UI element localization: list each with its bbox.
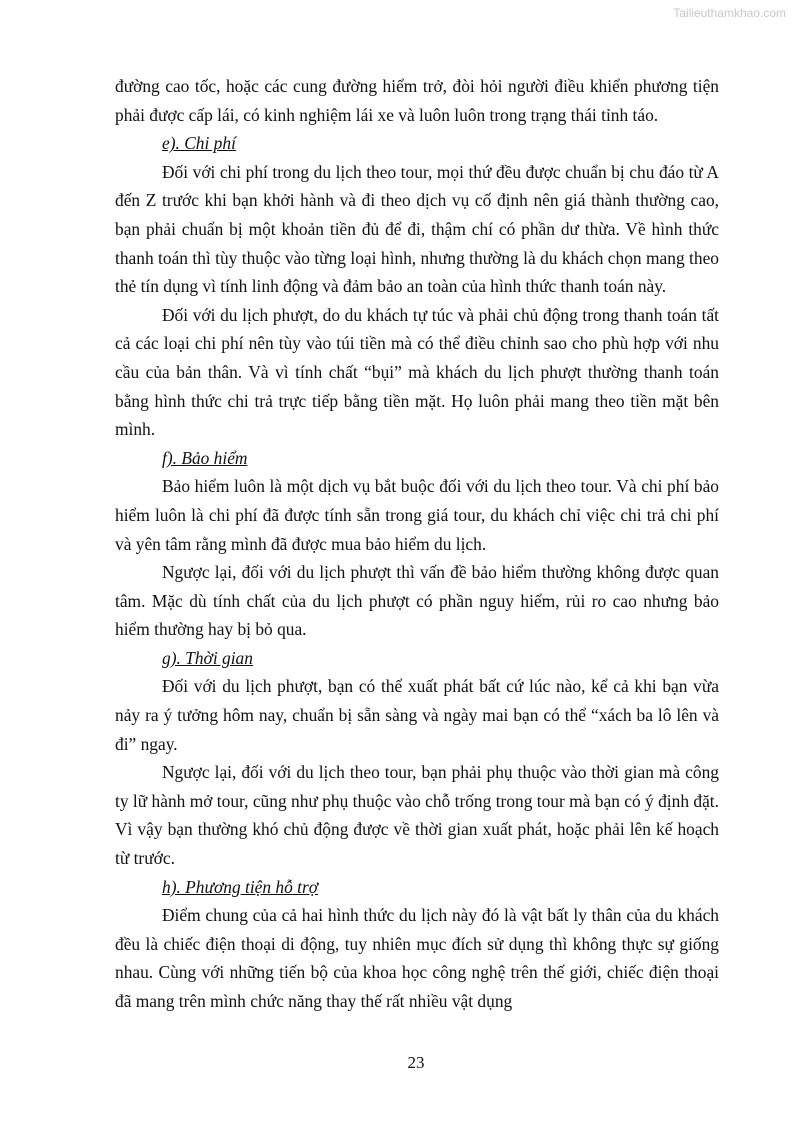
paragraph: Đối với chi phí trong du lịch theo tour, mọi thứ đều được chuẩn bị chu đáo từ A đến Z trước khi bạn khởi hành và đi theo dịch vụ cố định nên giá thành thường cao, bạn phải chuẩn bị một khoản tiền đủ để đi, thậm chí có phần dư thừa. Về hình thức thanh toán thì tùy thuộc vào từng loại hình, nhưng thường là du khách chọn mang theo thẻ tín dụng vì tính linh động và đảm bảo an toàn của hình thức thanh toán này. — [115, 161, 719, 297]
paragraph: Đối với du lịch phượt, do du khách tự túc và phải chủ động trong thanh toán tất cả các loại chi phí nên tùy vào túi tiền mà có thể điều chỉnh sao cho phù hợp với nhu cầu của bản thân. Và vì tính chất “bụi” mà khách du lịch phượt thường thanh toán bằng hình thức chi trả trực tiếp bằng tiền mặt. Họ luôn phải mang theo tiền mặt bên mình. — [115, 304, 719, 440]
paragraph: Ngược lại, đối với du lịch theo tour, bạn phải phụ thuộc vào thời gian mà công ty lữ hành mở tour, cũng như phụ thuộc vào chỗ trống trong tour mà bạn có ý định đặt. Vì vậy bạn thường khó chủ động được về thời gian xuất phát, hoặc phải lên kế hoạch từ trước. — [115, 762, 719, 869]
paragraph: Ngược lại, đối với du lịch phượt thì vấn đề bảo hiểm thường không được quan tâm. Mặc dù tính chất của du lịch phượt có phần nguy hiểm, rủi ro cao nhưng bảo hiểm thường hay bị bỏ qua. — [115, 562, 719, 640]
paragraph: đường cao tốc, hoặc các cung đường hiểm trở, đòi hỏi người điều khiển phương tiện phải được cấp lái, có kinh nghiệm lái xe và luôn luôn trong trạng thái tỉnh táo. — [115, 76, 719, 125]
page-number: 23 — [407, 1053, 425, 1072]
section-heading-chi-phi: e). Chi phí — [162, 133, 236, 154]
paragraph: Điểm chung của cả hai hình thức du lịch này đó là vật bất ly thân của du khách đều là chiếc điện thoại di động, tuy nhiên mục đích sử dụng thì không thực sự giống nhau. Cùng với những tiến bộ của khoa học công nghệ trên thế giới, chiếc điện thoại đã mang trên mình chức năng thay thế rất nhiều vật dụng — [115, 905, 719, 1011]
paragraph: Bảo hiểm luôn là một dịch vụ bắt buộc đối với du lịch theo tour. Và chi phí bảo hiểm luôn là chi phí đã được tính sẵn trong giá tour, du khách chỉ việc chi trả chi phí và yên tâm rằng mình đã được mua bảo hiểm du lịch. — [115, 476, 719, 554]
document-body — [115, 72, 719, 1016]
section-heading-phuong-tien-ho-tro: h). Phương tiện hỗ trợ — [162, 876, 319, 897]
watermark: Tailieuthamkhao.com — [673, 6, 786, 20]
section-heading-bao-hiem: f). Bảo hiểm — [162, 447, 248, 468]
section-heading-thoi-gian: g). Thời gian — [162, 647, 253, 668]
paragraph: Đối với du lịch phượt, bạn có thể xuất phát bất cứ lúc nào, kể cả khi bạn vừa nảy ra ý tưởng hôm nay, chuẩn bị sẵn sàng và ngày mai bạn có thể “xách ba lô lên và đi” ngay. — [115, 676, 719, 754]
